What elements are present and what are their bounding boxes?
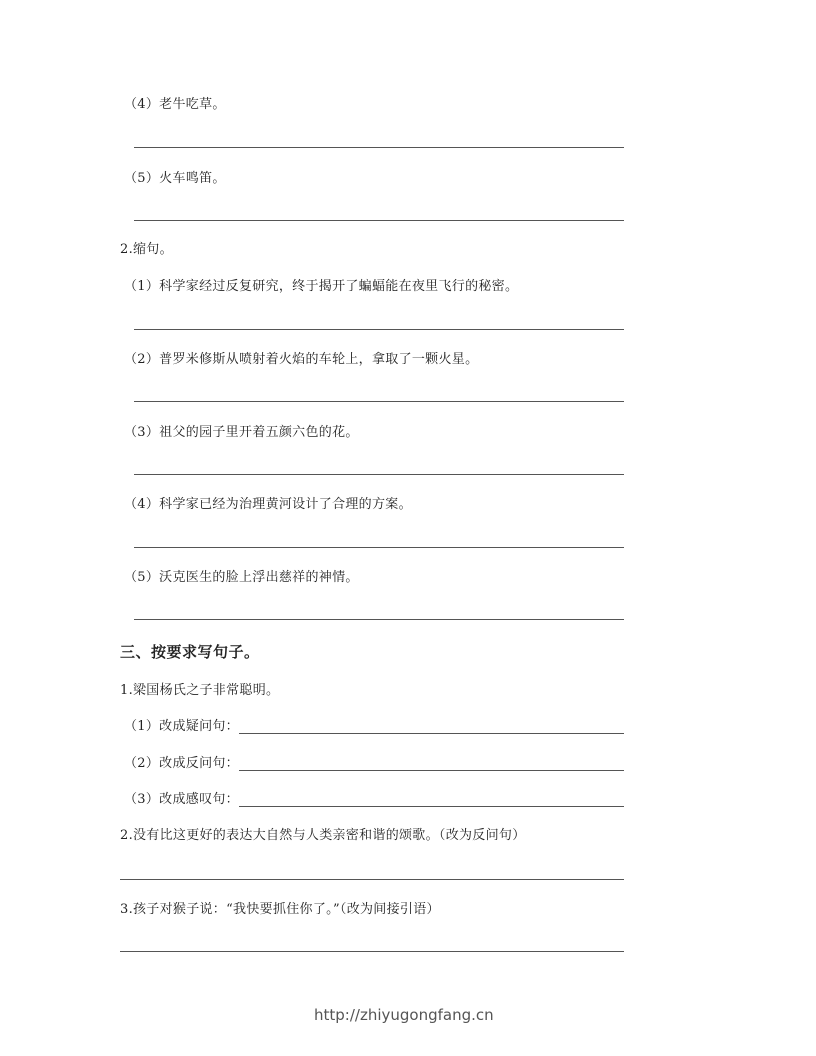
question-item-1: （1）科学家经过反复研究，终于揭开了蝙蝠能在夜里飞行的秘密。 [124,279,519,294]
answer-line[interactable] [239,733,624,734]
question-item-4: （4）科学家已经为治理黄河设计了合理的方案。 [124,497,412,512]
answer-line[interactable] [239,806,624,807]
question-item-3: （3）祖父的园子里开着五颜六色的花。 [124,425,359,440]
part-heading: 三、按要求写句子。 [120,643,260,661]
question-item-5: （5）火车鸣笛。 [124,171,226,186]
answer-line[interactable] [239,770,624,771]
question-2: 2.没有比这更好的表达大自然与人类亲密和谐的颂歌。（改为反问句） [120,828,526,843]
section-title-shorten-sentence: 2.缩句。 [120,242,173,257]
sub-question-label: （1）改成疑问句： [124,719,239,734]
question-item-4: （4）老牛吃草。 [124,97,226,112]
answer-line[interactable] [134,547,624,548]
question-3: 3.孩子对猴子说：“我快要抓住你了。”（改为间接引语） [120,902,440,917]
answer-line[interactable] [134,401,624,402]
question-item-2: （2）普罗米修斯从喷射着火焰的车轮上，拿取了一颗火星。 [124,352,479,367]
answer-line[interactable] [120,879,624,880]
answer-line[interactable] [134,619,624,620]
question-1-title: 1.梁国杨氏之子非常聪明。 [120,683,280,698]
answer-line[interactable] [120,951,624,952]
footer-url: http://zhiyugongfang.cn [314,1006,494,1024]
answer-line[interactable] [134,147,624,148]
answer-line[interactable] [134,220,624,221]
answer-line[interactable] [134,329,624,330]
answer-line[interactable] [134,474,624,475]
sub-question-label: （2）改成反问句： [124,756,239,771]
question-item-5: （5）沃克医生的脸上浮出慈祥的神情。 [124,570,359,585]
sub-question-label: （3）改成感叹句： [124,792,239,807]
